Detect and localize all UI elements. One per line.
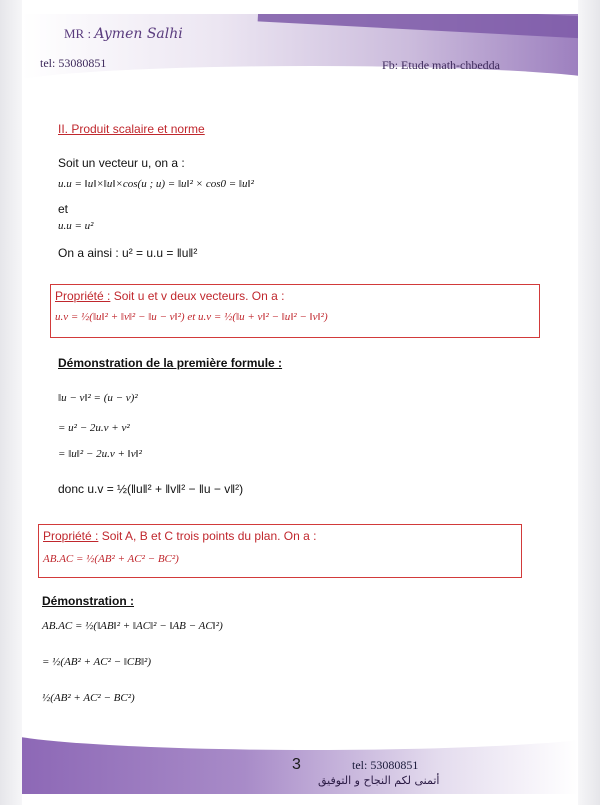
demo-2-step-2: = ½(AB² + AC² − ‖CB‖²) [42,656,152,668]
page-header [22,14,578,82]
header-tel: tel: 53080851 [40,56,107,70]
footer-tel: tel: 53080851 [352,758,419,772]
property-1-label: Propriété : [55,289,111,303]
page-edge-left [0,0,22,805]
property-1-text: Soit u et v deux vecteurs. On a : [110,289,285,303]
page-edge-right [578,0,600,805]
property-2-text: Soit A, B et C trois points du plan. On a : [98,529,317,543]
property-2-formula: AB.AC = ½(AB² + AC² − BC²) [43,553,179,565]
demo-1-step-4: donc u.v = ½(‖u‖² + ‖v‖² − ‖u − v‖²) [58,482,244,496]
page-number: 3 [292,756,301,773]
header-fb: Fb: Etude math-chbedda [382,58,500,72]
intro-line: Soit un vecteur u, on a : [58,156,185,170]
demo-2-step-3: ½(AB² + AC² − BC²) [42,692,135,704]
author-prefix: MR : [64,26,92,41]
demo-1-step-3: = ‖u‖² − 2u.v + ‖v‖² [58,448,142,460]
author-name: Aymen Salhi [94,26,183,42]
demo-1-title: Démonstration de la première formule : [58,356,283,370]
section-title-text: II. Produit scalaire et norme [58,122,205,136]
demo-1-step-2: = u² − 2u.v + v² [58,422,130,434]
property-2-heading [43,529,316,543]
section-title [58,122,205,136]
demo-2-step-1: AB.AC = ½(‖AB‖² + ‖AC‖² − ‖AB − AC‖²) [42,620,223,632]
demo-2-title: Démonstration : [42,594,135,608]
author [64,26,183,42]
property-1-formula: u.v = ½(‖u‖² + ‖v‖² − ‖u − v‖²) et u.v = ½(‖u + v‖² − ‖u‖² − ‖v‖²) [55,311,328,323]
page-footer [22,736,578,794]
property-1-heading [55,289,284,303]
footer-arabic-wish: أتمنى لكم النجاح و التوفيق [318,774,440,787]
formula-uu-norm: u.u = ‖u‖×‖u‖×cos(u ; u) = ‖u‖² × cos0 = ‖u‖² [58,178,254,190]
property-box-1 [50,284,540,338]
et-label: et [58,202,69,216]
demo-1-step-1: ‖u − v‖² = (u − v)² [58,392,138,404]
formula-uu-square: u.u = u² [58,220,94,232]
property-box-2 [38,524,522,578]
ainsi-line: On a ainsi : u² = u.u = ‖u‖² [58,246,198,260]
property-2-label: Propriété : [43,529,99,543]
